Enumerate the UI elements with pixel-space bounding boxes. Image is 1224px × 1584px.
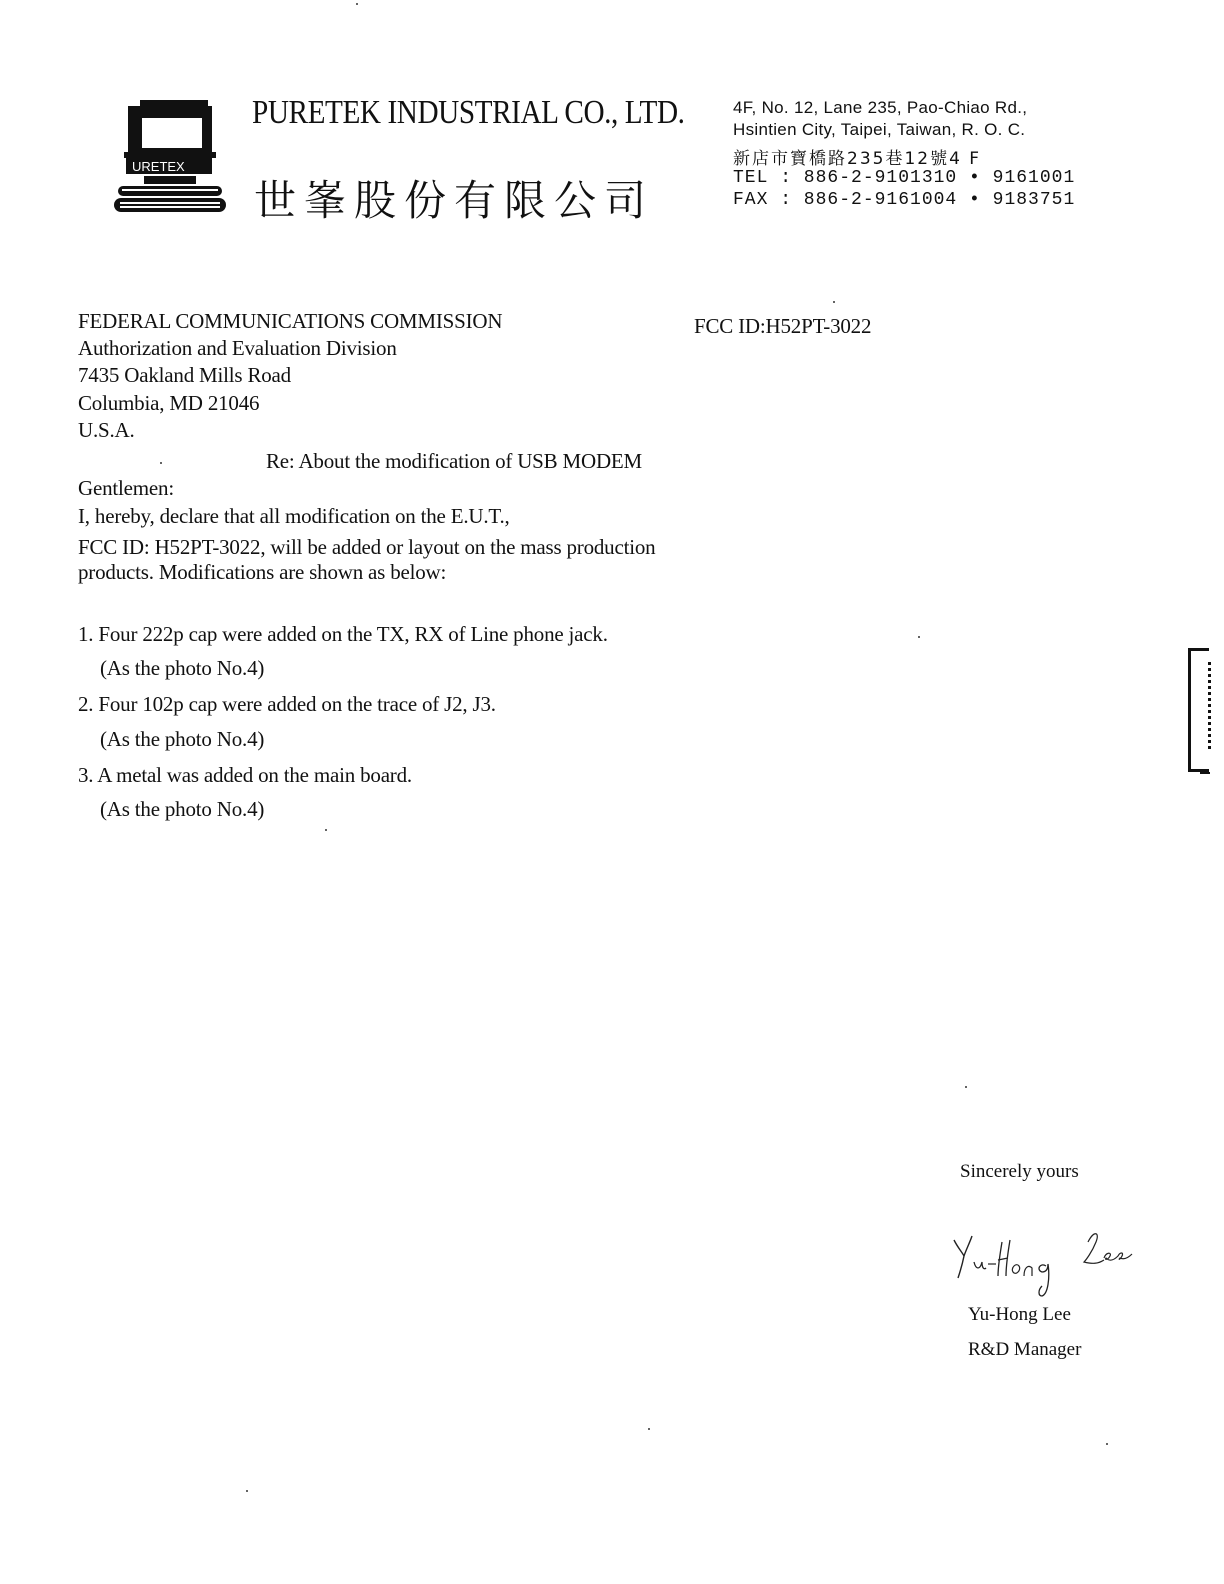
- company-name-en: PURETEK INDUSTRIAL CO., LTD.: [252, 94, 685, 131]
- scan-speck: [246, 1490, 248, 1492]
- modification-note-1: (As the photo No.4): [100, 656, 265, 680]
- sign-off: Sincerely yours: [960, 1161, 1079, 1182]
- signer-title: R&D Manager: [968, 1339, 1082, 1360]
- modification-note-2: (As the photo No.4): [100, 727, 265, 751]
- recipient-line-4: Columbia, MD 21046: [78, 391, 260, 415]
- intro-line-1: I, hereby, declare that all modification on the E.U.T.,: [78, 504, 510, 528]
- scan-speck: [1106, 1443, 1108, 1445]
- signature: [948, 1222, 1138, 1302]
- scan-edge-bracket: [1188, 648, 1209, 772]
- intro-line-3: products. Modifications are shown as below:: [78, 560, 447, 584]
- modification-item-2: 2. Four 102p cap were added on the trace of J2, J3.: [78, 692, 496, 716]
- modification-item-3: 3. A metal was added on the main board.: [78, 763, 412, 787]
- recipient-line-1: FEDERAL COMMUNICATIONS COMMISSION: [78, 309, 503, 333]
- scan-speck: [648, 1428, 650, 1430]
- scan-speck: [325, 829, 327, 831]
- scan-edge-marks: [1208, 662, 1211, 752]
- scan-edge-dash: [1200, 772, 1210, 774]
- address-line-2: Hsintien City, Taipei, Taiwan, R. O. C.: [733, 120, 1026, 139]
- scan-speck: [965, 1086, 967, 1088]
- recipient-line-5: U.S.A.: [78, 418, 135, 442]
- company-name-zh: 世峯股份有限公司: [254, 176, 655, 225]
- modification-note-3: (As the photo No.4): [100, 797, 265, 821]
- salutation: Gentlemen:: [78, 476, 174, 500]
- modification-item-1: 1. Four 222p cap were added on the TX, RX of Line phone jack.: [78, 622, 608, 646]
- scan-speck: [918, 636, 920, 638]
- address-line-zh: 新店市寶橋路235巷12號4 F: [733, 149, 982, 169]
- scan-speck: [160, 462, 162, 464]
- logo-text: URETEX: [132, 159, 185, 174]
- company-logo: [114, 96, 226, 220]
- recipient-line-3: 7435 Oakland Mills Road: [78, 363, 291, 387]
- scan-speck: [356, 3, 358, 5]
- recipient-line-2: Authorization and Evaluation Division: [78, 336, 397, 360]
- subject-line: Re: About the modification of USB MODEM: [266, 449, 643, 473]
- fax-line: FAX : 886-2-9161004 • 9183751: [733, 190, 1076, 210]
- intro-line-2: FCC ID: H52PT-3022, will be added or layout on the mass production: [78, 535, 656, 559]
- fcc-id: FCC ID:H52PT-3022: [694, 314, 872, 338]
- address-line-1: 4F, No. 12, Lane 235, Pao-Chiao Rd.,: [733, 98, 1028, 117]
- signer-name: Yu-Hong Lee: [968, 1304, 1071, 1325]
- tel-line: TEL : 886-2-9101310 • 9161001: [733, 168, 1076, 188]
- scan-speck: [833, 301, 835, 303]
